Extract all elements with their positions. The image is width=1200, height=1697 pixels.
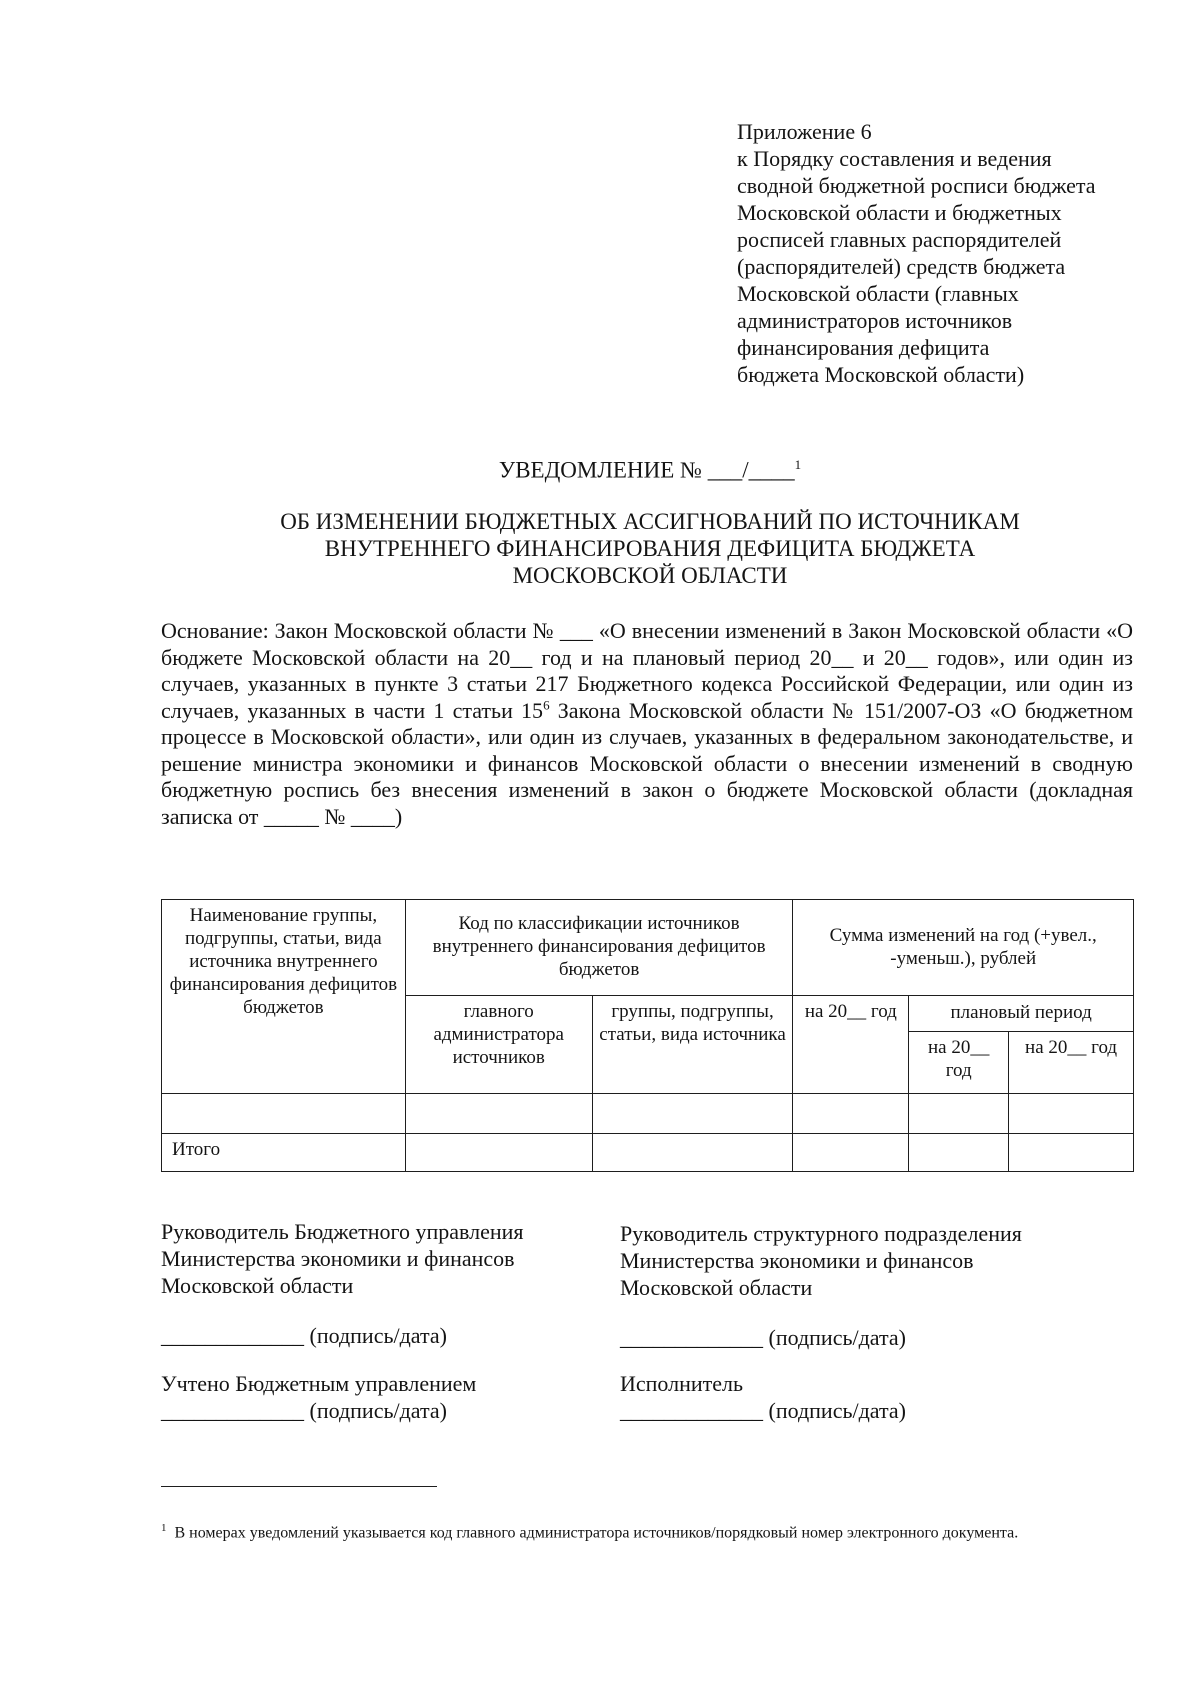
header-year: на 20__ год: [793, 996, 909, 1094]
accounted-block: [161, 1370, 476, 1424]
accounted-label: Учтено Бюджетным управлением: [161, 1371, 477, 1396]
header-sum: Сумма изменений на год (+увел., -уменьш.), рублей: [793, 900, 1134, 996]
table-cell: [162, 1094, 406, 1134]
signature-field: _____________ (подпись/дата): [620, 1325, 906, 1350]
annex-line: Московской области и бюджетных: [737, 200, 1062, 225]
annex-line: финансирования дефицита: [737, 335, 990, 360]
notice-subject: [200, 508, 1100, 589]
table-header-row: [162, 900, 1134, 996]
annex-line: к Порядку составления и ведения: [737, 146, 1052, 171]
table-cell: [405, 1134, 592, 1172]
footnote-mark: 1: [161, 1522, 167, 1534]
table-cell: [592, 1134, 793, 1172]
subject-line: ВНУТРЕННЕГО ФИНАНСИРОВАНИЯ ДЕФИЦИТА БЮДЖЕТА: [324, 536, 976, 561]
header-plan-year-2: на 20__ год: [1009, 1032, 1134, 1094]
signature-field: _____________ (подпись/дата): [620, 1398, 906, 1423]
table-total-row: [162, 1134, 1134, 1172]
right-signatory-block: [620, 1220, 1022, 1301]
right-signatory-line: Московской области: [620, 1275, 813, 1300]
changes-table: [161, 899, 1134, 1172]
annex-line: Московской области (главных: [737, 281, 1019, 306]
right-signature-line: [620, 1324, 906, 1351]
left-signatory-line: Руководитель Бюджетного управления: [161, 1219, 524, 1244]
executor-label: Исполнитель: [620, 1371, 744, 1396]
notice-title: [0, 451, 1200, 485]
header-code: Код по классификации источников внутреннего финансирования дефицитов бюджетов: [405, 900, 793, 996]
basis-text-end: Закона Московской области № 151/2007-ОЗ «О бюджетном процессе в Московской области», или один из случаев, указанных в федеральном законодательстве, и решение министра экономики и финансов Московской области о внесении изменений в сводную бюджетную роспись без внесения изменений в закон о бюджете Московской области (докладная записка от _____ № ____): [161, 697, 1133, 829]
left-signature-line: [161, 1322, 447, 1349]
annex-line: администраторов источников: [737, 308, 1013, 333]
basis-text-start: Основание: Закон Московской области № ___ «О внесении изменений в Закон Московской области «О бюджете Московской области на 20__ год и на плановый период 20__ и 20__ годов», или один из случаев, указанных в пункте 3 статьи 217 Бюджетного кодекса Российской Федерации, или один из случаев, указанных в части 1 статьи 15: [161, 618, 1133, 723]
left-signatory-block: [161, 1218, 524, 1299]
header-code-admin: главного администратора источников: [405, 996, 592, 1094]
table-cell: [592, 1094, 793, 1134]
left-signatory-line: Московской области: [161, 1273, 354, 1298]
subject-line: ОБ ИЗМЕНЕНИИ БЮДЖЕТНЫХ АССИГНОВАНИЙ ПО ИСТОЧНИКАМ: [280, 509, 1020, 534]
subject-line: МОСКОВСКОЙ ОБЛАСТИ: [512, 563, 788, 588]
basis-superscript: 6: [543, 697, 550, 713]
table-cell: [909, 1134, 1009, 1172]
table-cell: [793, 1094, 909, 1134]
table-cell: [1009, 1134, 1134, 1172]
annex-line: (распорядителей) средств бюджета: [737, 254, 1066, 279]
right-signatory-line: Министерства экономики и финансов: [620, 1248, 974, 1273]
annex-line: бюджета Московской области): [737, 362, 1025, 387]
right-signatory-line: Руководитель структурного подразделения: [620, 1221, 1022, 1246]
table-cell: [909, 1094, 1009, 1134]
header-name: Наименование группы, подгруппы, статьи, вида источника внутреннего финансирования дефицитов бюджетов: [162, 900, 406, 1094]
total-label: Итого: [162, 1134, 406, 1172]
signature-field: _____________ (подпись/дата): [161, 1398, 447, 1423]
header-plan-year-1: на 20__ год: [909, 1032, 1009, 1094]
footnote-divider: [161, 1486, 437, 1487]
left-signatory-line: Министерства экономики и финансов: [161, 1246, 515, 1271]
notice-title-text: УВЕДОМЛЕНИЕ № ___/____: [498, 457, 795, 483]
annex-line: Приложение 6: [737, 119, 872, 144]
table-row: [162, 1094, 1134, 1134]
signature-field: _____________ (подпись/дата): [161, 1323, 447, 1348]
annex-header: [737, 118, 1157, 388]
notice-footnote-mark: 1: [794, 457, 802, 472]
footnote: [161, 1517, 1133, 1544]
annex-line: росписей главных распорядителей: [737, 227, 1062, 252]
table-cell: [405, 1094, 592, 1134]
executor-block: [620, 1370, 906, 1424]
header-code-group: группы, подгруппы, статьи, вида источника: [592, 996, 793, 1094]
footnote-text: В номерах уведомлений указывается код главного администратора источников/порядковый номер электронного документа.: [174, 1524, 1019, 1542]
table-cell: [793, 1134, 909, 1172]
annex-line: сводной бюджетной росписи бюджета: [737, 173, 1096, 198]
header-plan: плановый период: [909, 996, 1134, 1032]
table-cell: [1009, 1094, 1134, 1134]
basis-paragraph: [161, 618, 1133, 830]
